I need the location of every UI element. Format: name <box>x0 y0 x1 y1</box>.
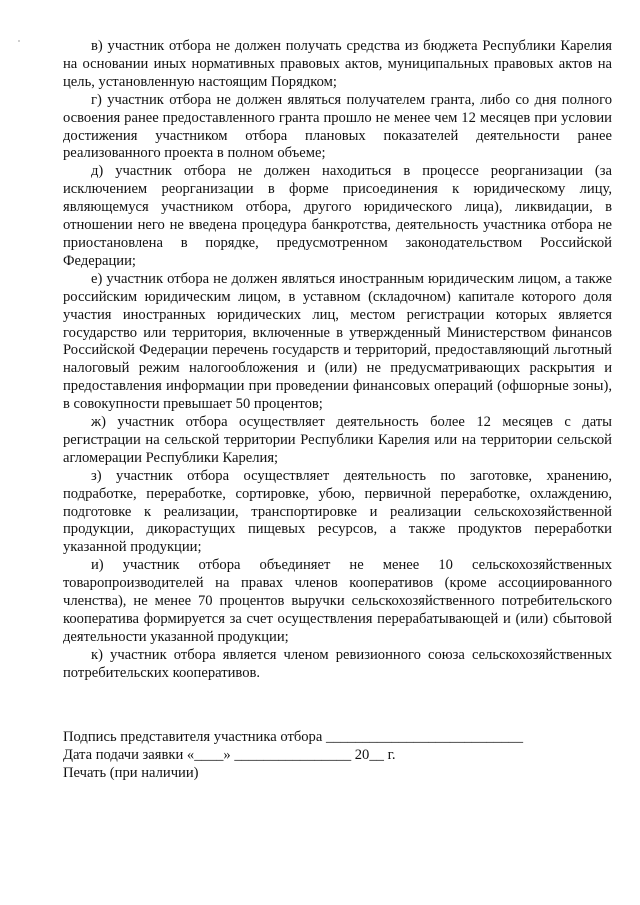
paragraph-i: и) участник отбора объединяет не менее 10 сельскохозяйственных товаропроизводителей на правах членов кооперативов (кроме ассоциированного членства), не менее 70 процентов выручки сельскохозяйственного потребительского кооператива формируется за счет осуществления перерабатывающей и (или) сбытовой деятельности указанной продукции; <box>63 557 612 645</box>
signature-block <box>63 728 612 783</box>
paragraph-e: е) участник отбора не должен являться иностранным юридическим лицом, а также российским юридическим лицом, в уставном (складочном) капитале которого доля участия иностранных юридических лиц, местом регистрации которых является государство или территория, включенные в утвержденный Министерством финансов Российской Федерации перечень государств и территорий, предоставляющий льготный налоговый режим налогообложения и (или) не предусматривающих раскрытия и предоставления информации при проведении финансовых операций (офшорные зоны), в совокупности превышает 50 процентов; <box>63 270 612 413</box>
scan-speck <box>18 40 20 42</box>
paragraph-g: г) участник отбора не должен являться получателем гранта, либо со дня полного освоения ранее предоставленного гранта прошло не менее чем 12 месяцев при условии достижения участником отбора плановых показателей деятельности ранее реализованного проекта в полном объеме; <box>63 91 612 162</box>
document-body <box>63 38 612 683</box>
submission-date-line: Дата подачи заявки «____» ________________ 20__ г. <box>63 747 396 764</box>
paragraph-d: д) участник отбора не должен находиться в процессе реорганизации (за исключением реорганизации в форме присоединения к юридическому лицу, являющемуся участником отбора, другого юридического лица), ликвидации, в отношении него не введена процедура банкротства, деятельность участника отбора не приостановлена в порядке, предусмотренном законодательством Российской Федерации; <box>63 163 612 269</box>
seal-line: Печать (при наличии) <box>63 765 199 782</box>
paragraph-v: в) участник отбора не должен получать средства из бюджета Республики Карелия на основании иных нормативных правовых актов, муниципальных правовых актов на цель, установленную настоящим Порядком; <box>63 38 612 90</box>
paragraph-zh: ж) участник отбора осуществляет деятельность более 12 месяцев с даты регистрации на сельской территории Республики Карелия или на территории сельской агломерации Республики Карелия; <box>63 414 612 466</box>
paragraph-k: к) участник отбора является членом ревизионного союза сельскохозяйственных потребительских кооперативов. <box>63 646 612 681</box>
signature-line: Подпись представителя участника отбора ___________________________ <box>63 729 523 745</box>
paragraph-z: з) участник отбора осуществляет деятельность по заготовке, хранению, подработке, переработке, сортировке, убою, первичной переработке, охлаждению, подготовке к реализации, транспортировке и реализации сельскохозяйственной продукции, дикорастущих пищевых ресурсов, а также продуктов переработки указанной продукции; <box>63 467 612 556</box>
